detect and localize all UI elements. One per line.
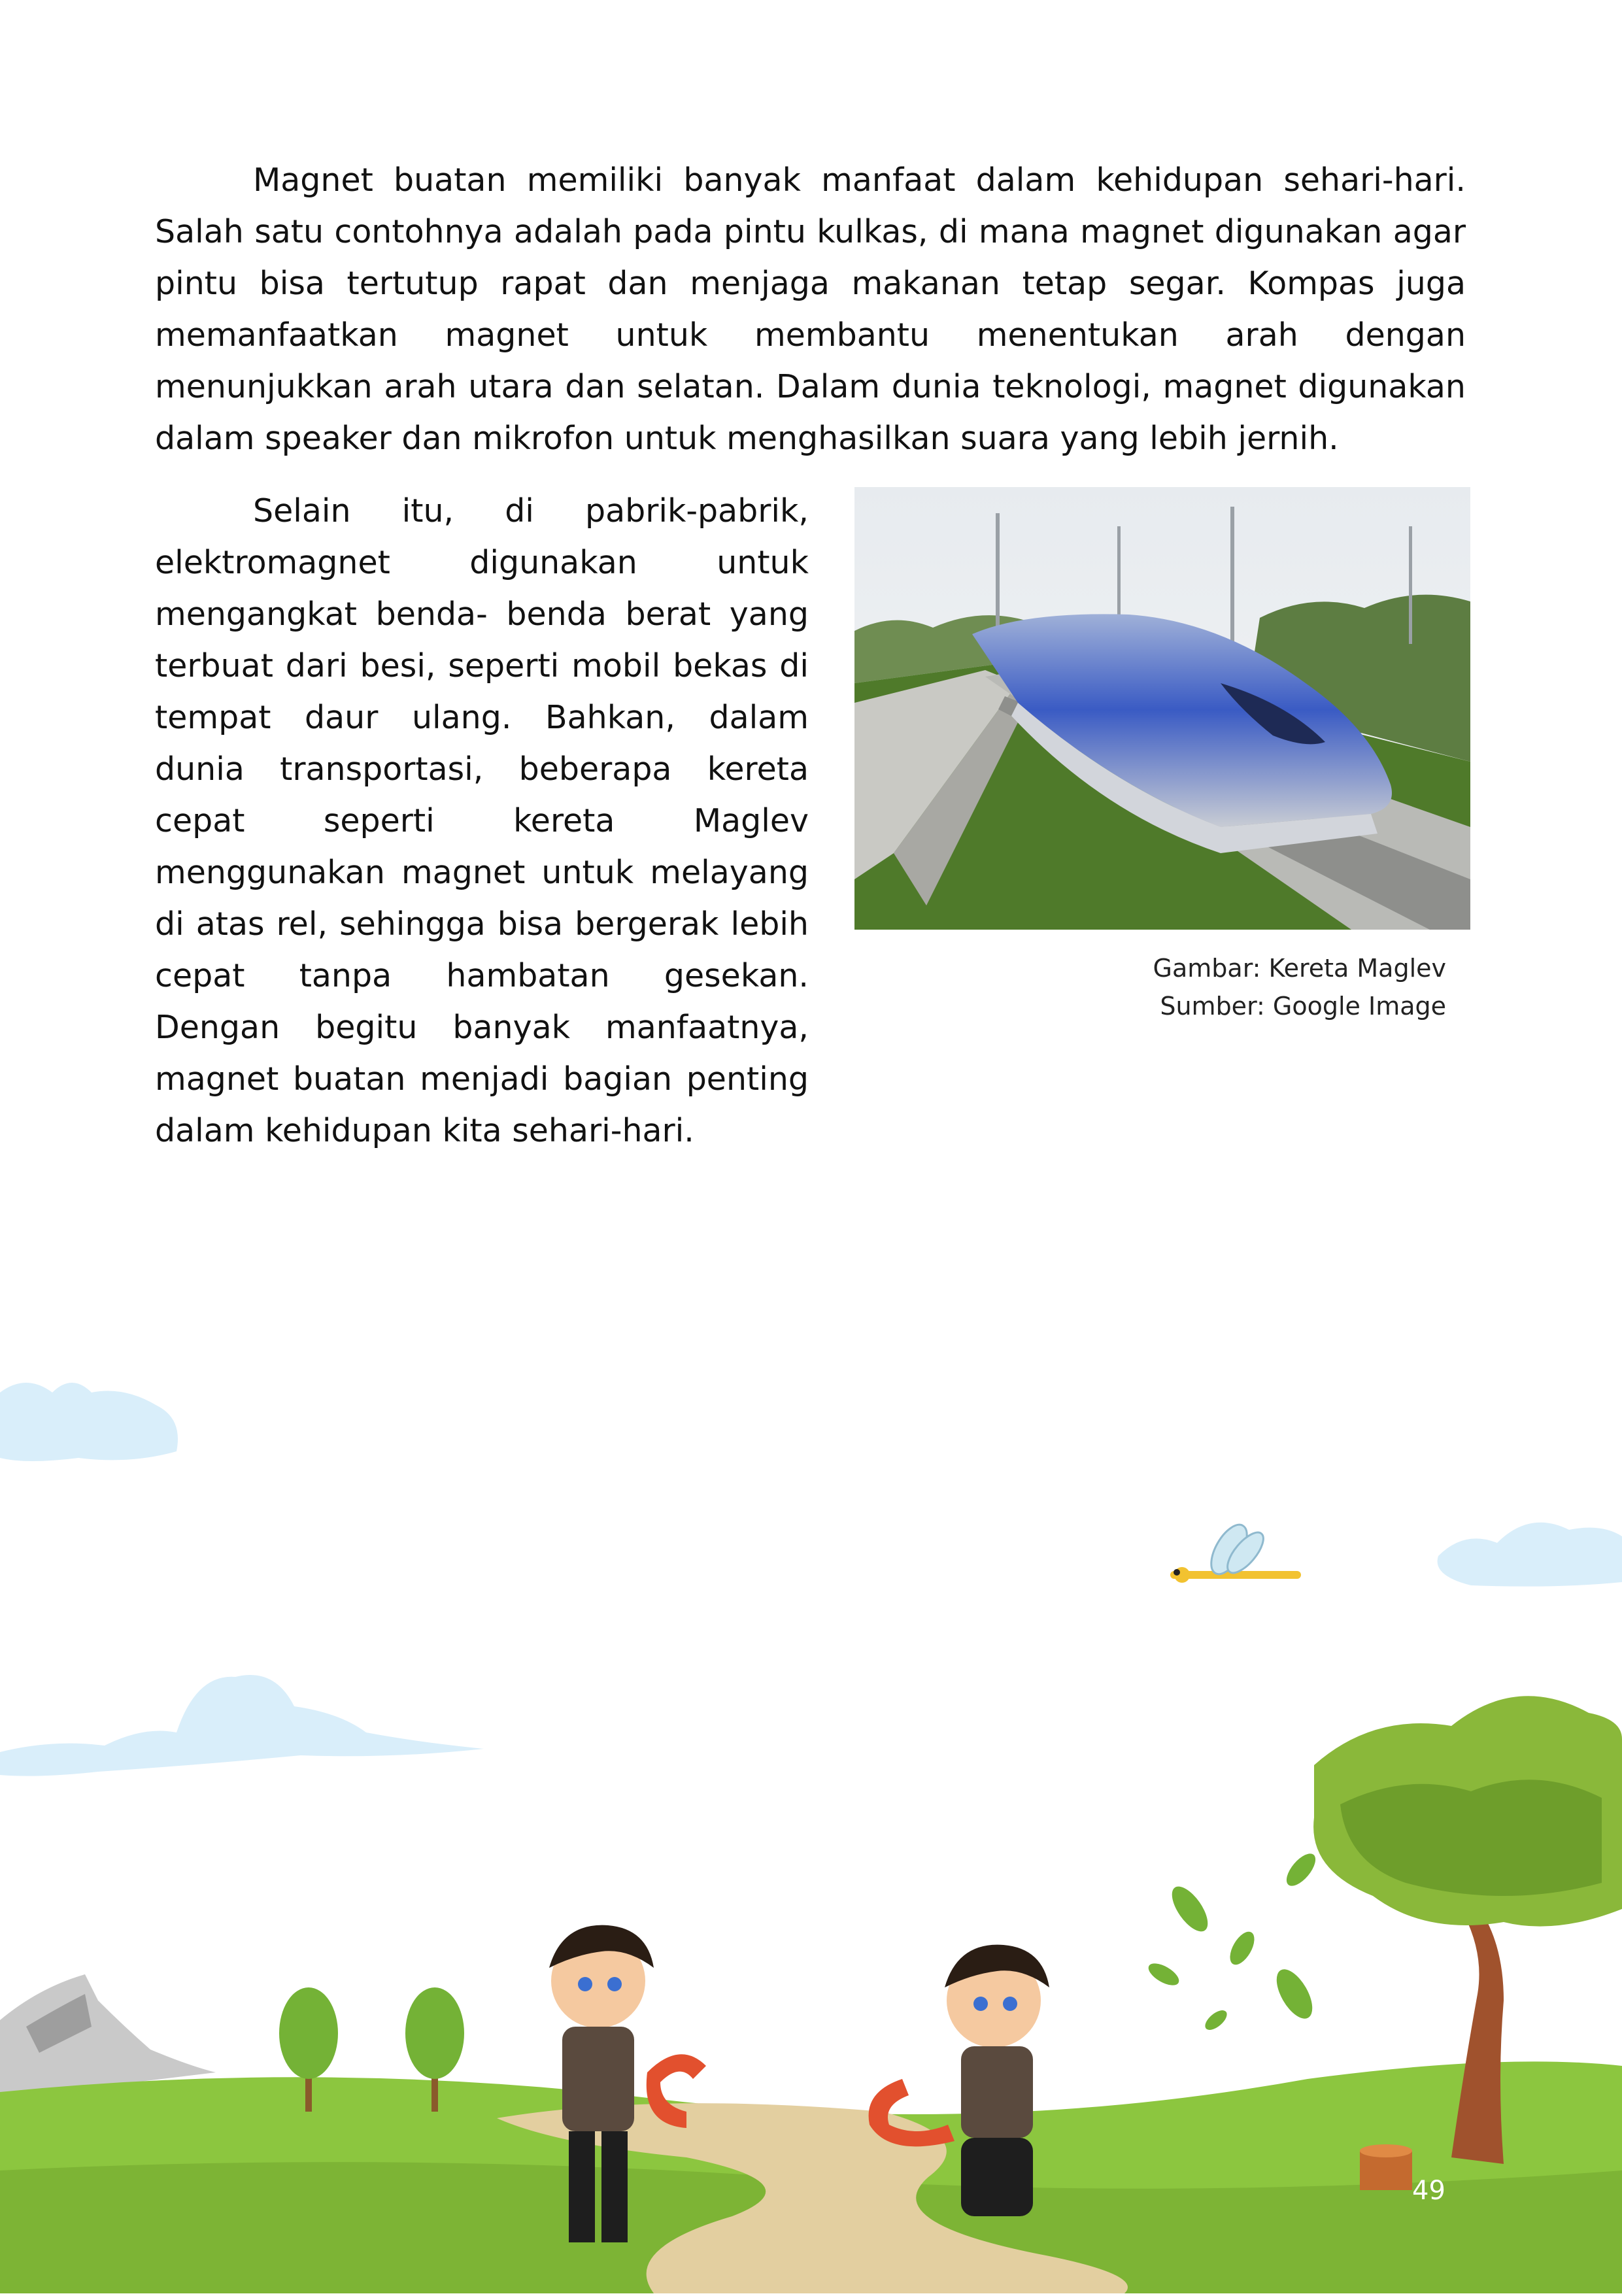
cloud-icon — [0, 1675, 484, 1776]
dragonfly-icon — [1170, 1519, 1301, 1583]
cloud-icon — [1438, 1523, 1622, 1587]
caption-source: Sumber: Google Image — [1160, 992, 1446, 1021]
page-number: 49 — [1412, 2176, 1445, 2206]
paragraph-electromagnet-maglev: Selain itu, di pabrik-pabrik, elektromagnet digunakan untuk mengangkat benda- benda berat yang terbuat dari besi, seperti mobil bekas di tempat daur ulang. Bahkan, dalam dunia transportasi, beberapa kereta cepat seperti kereta Maglev menggunakan magnet untuk melayang di atas rel, sehingga bisa bergerak lebih cepat tanpa hambatan gesekan. Dengan begitu banyak manfaatnya, magnet buatan menjadi bagian penting dalam kehidupan kita sehari-hari. — [155, 492, 809, 1149]
decorative-illustration — [0, 1347, 1622, 2293]
paragraph-magnet-uses: Magnet buatan memiliki banyak manfaat dalam kehidupan sehari-hari. Salah satu contohnya adalah pada pintu kulkas, di mana magnet digunakan agar pintu bisa tertutup rapat dan menjaga makanan tetap segar. Kompas juga memanfaatkan magnet untuk membantu menentukan arah dengan menunjukkan arah utara dan selatan. Dalam dunia teknologi, magnet digunakan dalam speaker dan mikrofon untuk menghasilkan suara yang lebih jernih. — [155, 161, 1466, 457]
tree-stump-icon — [1360, 2144, 1412, 2190]
figure-caption — [981, 949, 1446, 1025]
leaf-icon — [1145, 1849, 1321, 2033]
caption-title: Gambar: Kereta Maglev — [1153, 954, 1446, 983]
cloud-icon — [0, 1383, 178, 1461]
maglev-train-photo — [854, 487, 1470, 930]
